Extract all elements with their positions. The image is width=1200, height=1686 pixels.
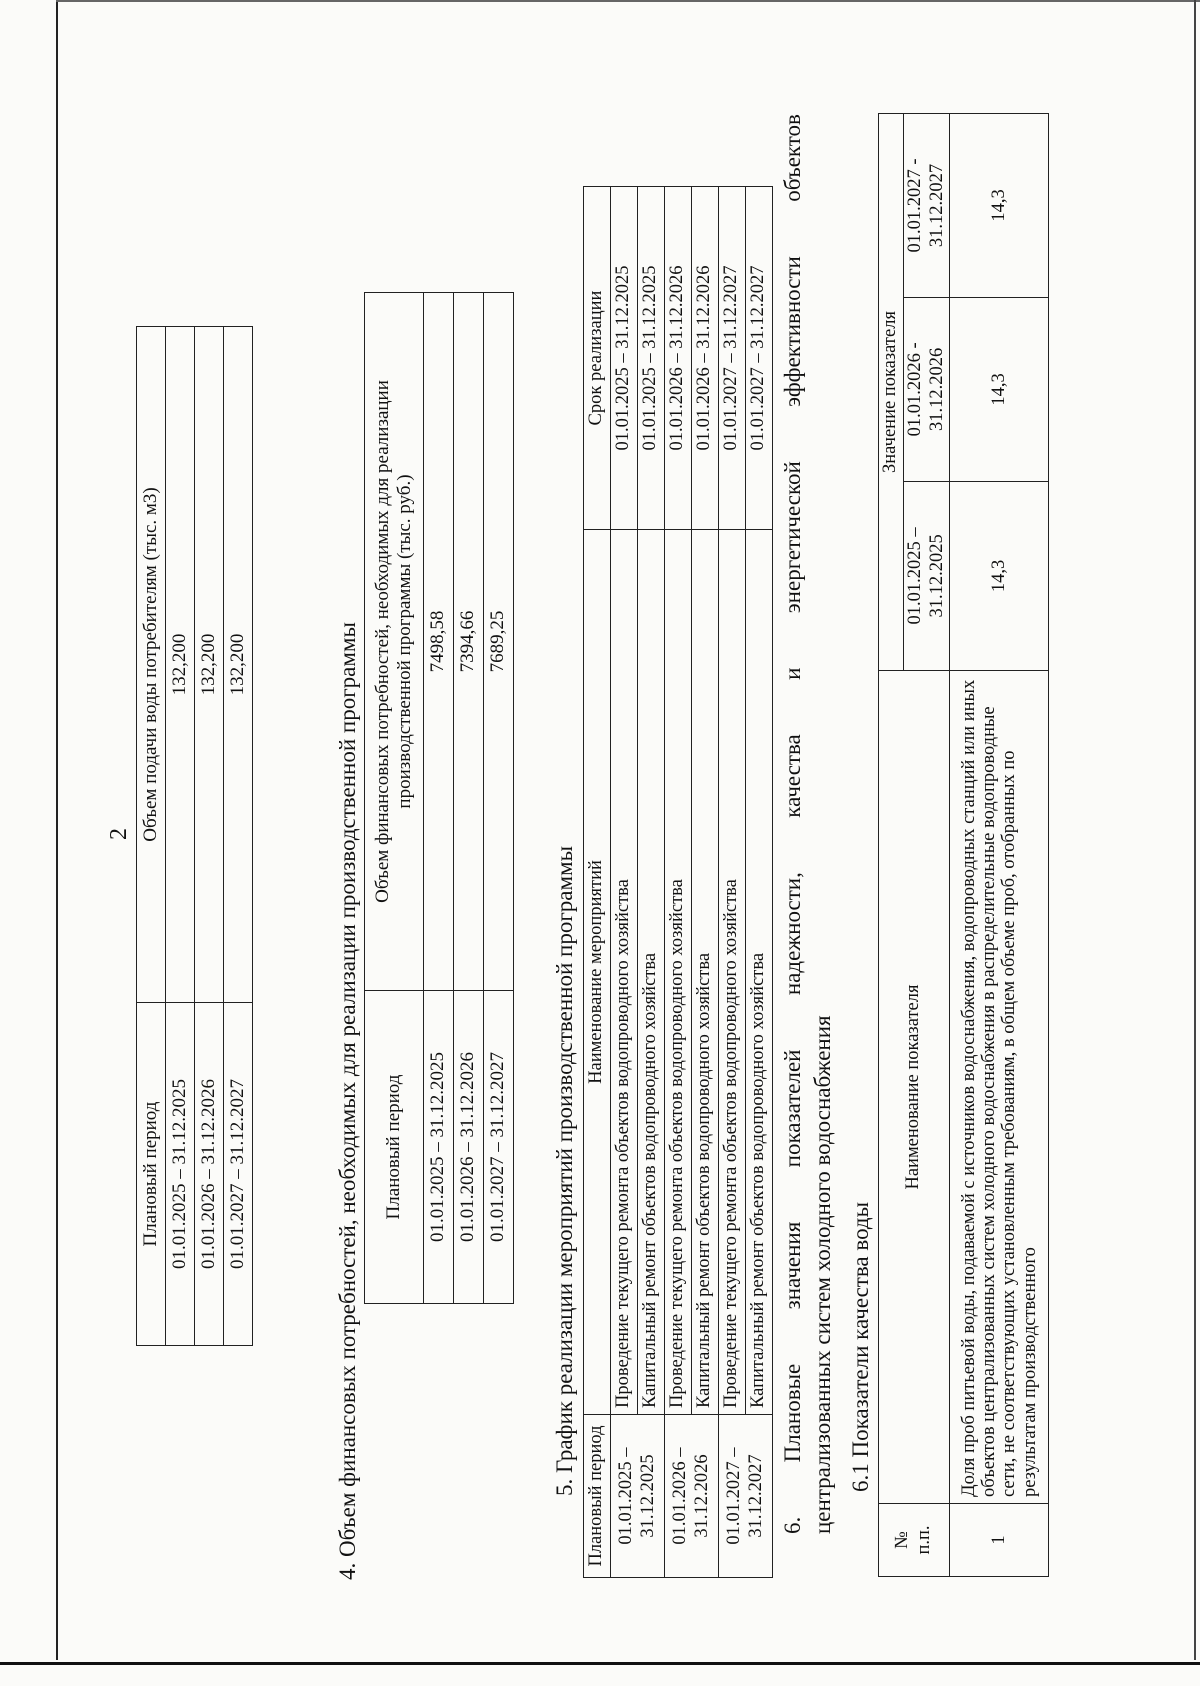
heading-word: Плановые [780, 1363, 805, 1463]
value-cell: 132,200 [166, 327, 195, 1003]
page-edge-right [1194, 0, 1196, 1660]
value-cell: 14,3 [950, 114, 1049, 298]
activity-cell: Капитальный ремонт объектов водопроводного хозяйства [638, 530, 665, 1415]
term-cell: 01.01.2025 – 31.12.2025 [611, 187, 638, 530]
period-line1: 01.01.2027 - [904, 158, 925, 253]
header-indicator-value: Значение показателя [879, 114, 904, 671]
header-planned-period: Плановый период [584, 1415, 611, 1578]
period-line1: 01.01.2027 – [723, 1447, 744, 1545]
water-volume-table [136, 326, 253, 1346]
period-line1: 01.01.2026 - [904, 342, 925, 437]
table-row [195, 327, 224, 1346]
period-line2: 31.12.2027 [926, 163, 947, 248]
value-cell: 132,200 [195, 327, 224, 1003]
period-cell: 01.01.2026 – 31.12.2026 [195, 1003, 224, 1346]
table-row [692, 187, 719, 1578]
header-number-line2: п.п. [914, 1525, 935, 1555]
period-cell: 01.01.2027 – 31.12.2027 [224, 1003, 253, 1346]
term-cell: 01.01.2027 – 31.12.2027 [719, 187, 746, 530]
value-cell: 7498,58 [424, 293, 454, 991]
header-planned-period: Плановый период [365, 991, 424, 1304]
value-cell: 7689,25 [484, 293, 514, 991]
header-number-line1: № [892, 1531, 913, 1549]
period-line2: 31.12.2026 [926, 347, 947, 431]
financial-needs-table [364, 292, 514, 1304]
table-row [665, 187, 692, 1578]
header-water-volume: Объем подачи воды потребителям (тыс. м3) [137, 327, 166, 1003]
header-indicator-name: Наименование показателя [879, 671, 950, 1504]
table-row [719, 187, 746, 1578]
period-line2: 31.12.2026 [691, 1454, 712, 1538]
indicator-name-cell: Доля проб питьевой воды, подаваемой с источников водоснабжения, водопроводных станций или иных объектов централизованных систем холодного водоснабжения в распределительные водопроводные сети, не соответствующих установленным требованиям, в общем объеме проб, отобранных по результатам производственного [950, 671, 1049, 1504]
period-line2: 31.12.2025 [637, 1454, 658, 1538]
page-number: 2 [106, 828, 132, 840]
table-row [224, 327, 253, 1346]
period-line1: 01.01.2026 – [669, 1447, 690, 1545]
section4-heading: 4. Объем финансовых потребностей, необходимых для реализации производственной программы [335, 622, 360, 1580]
table-row [746, 187, 773, 1578]
table-row [484, 293, 514, 1304]
table-row [950, 114, 1049, 1577]
heading-word: эффективности [780, 256, 805, 407]
header-financial-volume-line2: производственной программы (тыс. руб.) [394, 474, 415, 809]
term-cell: 01.01.2025 – 31.12.2025 [638, 187, 665, 530]
heading-word: показателей [780, 1049, 805, 1168]
header-term: Срок реализации [584, 187, 611, 530]
period-cell: 01.01.2025 – 31.12.2025 [424, 991, 454, 1304]
period-line1: 01.01.2025 – [904, 527, 925, 625]
water-quality-table [878, 113, 1049, 1577]
value-cell: 7394,66 [454, 293, 484, 991]
activity-cell: Капитальный ремонт объектов водопроводного хозяйства [746, 530, 773, 1415]
period-cell [719, 1415, 773, 1578]
table-row [638, 187, 665, 1578]
activity-cell: Проведение текущего ремонта объектов водопроводного хозяйства [665, 530, 692, 1415]
table-row [454, 293, 484, 1304]
value-cell: 132,200 [224, 327, 253, 1003]
period-cell: 01.01.2027 – 31.12.2027 [484, 991, 514, 1304]
schedule-table [583, 186, 773, 1578]
page-edge-top [56, 0, 1200, 2]
term-cell: 01.01.2026 – 31.12.2026 [692, 187, 719, 530]
page-edge-bottom [0, 1662, 1200, 1665]
heading-word: надежности, [780, 872, 805, 996]
period-cell: 01.01.2025 – 31.12.2025 [166, 1003, 195, 1346]
term-cell: 01.01.2027 – 31.12.2027 [746, 187, 773, 530]
section6-heading-line2: централизованных систем холодного водоснабжения [810, 1015, 835, 1534]
header-planned-period: Плановый период [137, 1003, 166, 1346]
section6-heading-line1 [780, 114, 806, 1534]
heading-word: энергетической [780, 461, 805, 614]
header-activities: Наименование мероприятий [584, 530, 611, 1415]
table-row [424, 293, 454, 1304]
value-cell: 14,3 [950, 297, 1049, 481]
heading-word: качества [780, 734, 805, 818]
row-number: 1 [950, 1504, 1049, 1577]
table-row [166, 327, 195, 1346]
term-cell: 01.01.2026 – 31.12.2026 [665, 187, 692, 530]
period-header [903, 481, 950, 670]
activity-cell: Проведение текущего ремонта объектов водопроводного хозяйства [719, 530, 746, 1415]
header-financial-volume-line1: Объем финансовых потребностей, необходимых для реализации [371, 380, 393, 903]
heading-word: объектов [780, 114, 805, 202]
activity-cell: Капитальный ремонт объектов водопроводного хозяйства [692, 530, 719, 1415]
activity-cell: Проведение текущего ремонта объектов водопроводного хозяйства [611, 530, 638, 1415]
period-header [903, 297, 950, 481]
value-cell: 14,3 [950, 481, 1049, 670]
table-row [611, 187, 638, 1578]
header-financial-volume [365, 293, 424, 991]
period-cell [665, 1415, 719, 1578]
header-number [879, 1504, 950, 1577]
heading-word: значения [780, 1221, 805, 1310]
period-cell: 01.01.2026 – 31.12.2026 [454, 991, 484, 1304]
rotated-document-page [58, 64, 1138, 1604]
heading-word: 6. [780, 1516, 805, 1534]
section5-heading: 5. График реализации мероприятий производственной программы [552, 845, 577, 1496]
subsection-6-1-heading: 6.1 Показатели качества воды [848, 1201, 873, 1492]
heading-word: и [780, 667, 805, 680]
period-line1: 01.01.2025 – [615, 1447, 636, 1545]
period-cell [611, 1415, 665, 1578]
period-line2: 31.12.2027 [745, 1454, 766, 1538]
period-line2: 31.12.2025 [926, 534, 947, 618]
period-header [903, 114, 950, 298]
